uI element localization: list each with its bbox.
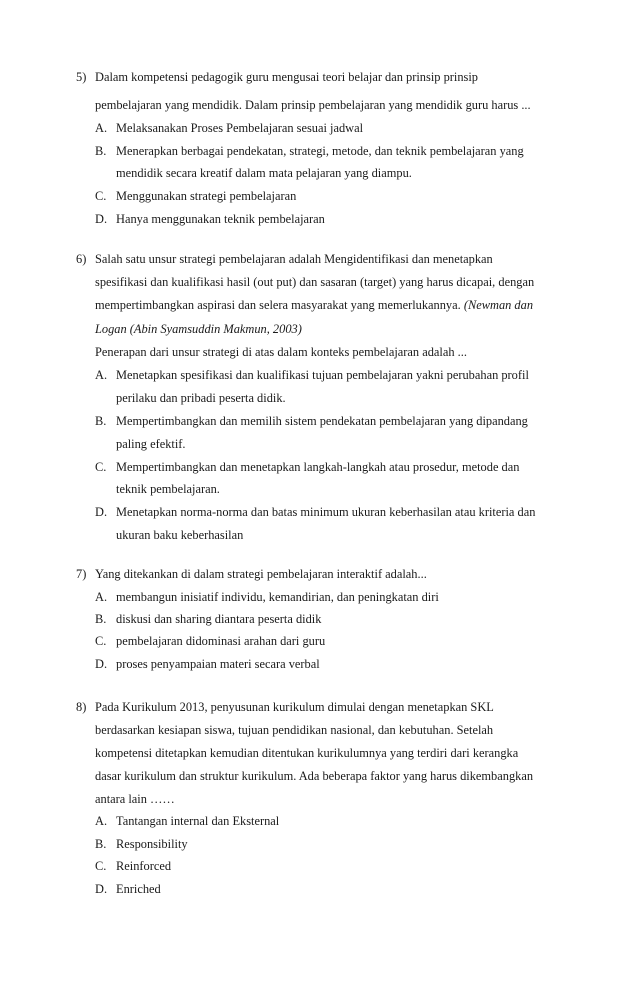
option-letter: B. (95, 414, 107, 428)
option-letter: C. (95, 189, 107, 203)
option-text: teknik pembelajaran. (116, 482, 220, 496)
option-text: ukuran baku keberhasilan (116, 528, 244, 542)
question-stem-line: Salah satu unsur strategi pembelajaran adalah Mengidentifikasi dan menetapkan (95, 252, 493, 266)
option-text: diskusi dan sharing diantara peserta didik (116, 612, 322, 626)
option-text: Enriched (116, 882, 161, 896)
option-text: Menetapkan spesifikasi dan kualifikasi tujuan pembelajaran yakni perubahan profil (116, 368, 529, 382)
citation: (Newman dan (463, 298, 534, 312)
question-stem-line: berdasarkan kesiapan siswa, tujuan pendidikan nasional, dan kebutuhan. Setelah (95, 723, 494, 737)
option-letter: A. (95, 814, 108, 828)
question-stem-text: mempertimbangkan aspirasi dan selera masyarakat yang memerlukannya. (95, 298, 461, 312)
question-number: 6) (76, 252, 87, 266)
option-letter: A. (95, 121, 108, 135)
option-text: Menetapkan norma-norma dan batas minimum ukuran keberhasilan atau kriteria dan (116, 505, 536, 519)
option-text: Melaksanakan Proses Pembelajaran sesuai jadwal (116, 121, 364, 135)
question-number: 8) (76, 700, 87, 714)
option-text: membangun inisiatif individu, kemandirian, dan peningkatan diri (116, 590, 439, 604)
option-text: Tantangan internal dan Eksternal (116, 814, 280, 828)
question-number: 7) (76, 567, 87, 581)
option-letter: D. (95, 657, 108, 671)
question-stem-line: Dalam kompetensi pedagogik guru mengusai teori belajar dan prinsip prinsip (95, 70, 478, 84)
option-letter: C. (95, 859, 107, 873)
question-stem-line: Penerapan dari unsur strategi di atas dalam konteks pembelajaran adalah ... (95, 345, 467, 359)
option-text: Reinforced (116, 859, 172, 873)
option-text: perilaku dan pribadi peserta didik. (116, 391, 286, 405)
question-stem-line: Yang ditekankan di dalam strategi pembelajaran interaktif adalah... (95, 567, 427, 581)
option-text: Mempertimbangkan dan menetapkan langkah-langkah atau prosedur, metode dan (116, 460, 520, 474)
option-text: pembelajaran didominasi arahan dari guru (116, 634, 326, 648)
option-letter: A. (95, 368, 108, 382)
option-letter: B. (95, 144, 107, 158)
option-text: Menerapkan berbagai pendekatan, strategi, metode, dan teknik pembelajaran yang (116, 144, 524, 158)
question-stem-line: dasar kurikulum dan struktur kurikulum. Ada beberapa faktor yang harus dikembangkan (95, 769, 534, 783)
citation: Logan (Abin Syamsuddin Makmun, 2003) (95, 322, 302, 336)
option-letter: C. (95, 460, 107, 474)
question-stem-line: spesifikasi dan kualifikasi hasil (out put) dan sasaran (target) yang harus dicapai, dengan (95, 275, 535, 289)
question-stem-line: kompetensi ditetapkan kemudian ditentukan kurikulumnya yang terdiri dari kerangka (95, 746, 519, 760)
option-letter: D. (95, 505, 108, 519)
question-stem-line: antara lain …… (95, 792, 175, 806)
option-text: Menggunakan strategi pembelajaran (116, 189, 297, 203)
option-text: mendidik secara kreatif dalam mata pelajaran yang diampu. (116, 166, 412, 180)
option-text: proses penyampaian materi secara verbal (116, 657, 320, 671)
question-number: 5) (76, 70, 87, 84)
option-letter: A. (95, 590, 108, 604)
option-text: Mempertimbangkan dan memilih sistem pendekatan pembelajaran yang dipandang (116, 414, 528, 428)
option-letter: D. (95, 212, 108, 226)
option-letter: C. (95, 634, 107, 648)
option-text: Hanya menggunakan teknik pembelajaran (116, 212, 325, 226)
option-letter: B. (95, 837, 107, 851)
option-letter: D. (95, 882, 108, 896)
question-stem-line: pembelajaran yang mendidik. Dalam prinsip pembelajaran yang mendidik guru harus ... (95, 98, 531, 112)
option-letter: B. (95, 612, 107, 626)
option-text: Responsibility (116, 837, 188, 851)
option-text: paling efektif. (116, 437, 186, 451)
question-stem-line: Pada Kurikulum 2013, penyusunan kurikulum dimulai dengan menetapkan SKL (95, 700, 494, 714)
question-stem-line (95, 298, 533, 313)
